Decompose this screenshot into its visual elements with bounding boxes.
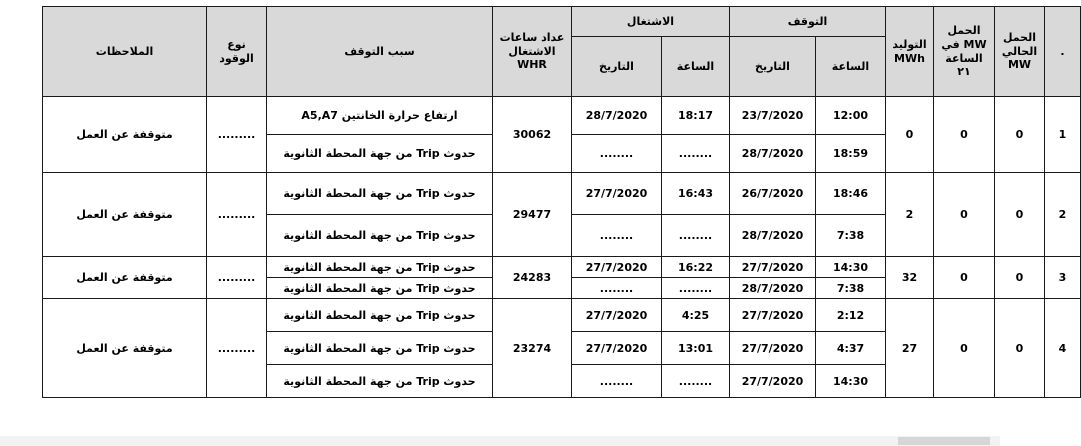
scrollbar-thumb[interactable] [898, 437, 990, 445]
cell-stop-reason: حدوث Trip من جهة المحطة الثانوية [267, 299, 493, 332]
cell-notes: متوقفة عن العمل [43, 257, 207, 299]
cell-run-date: ........ [572, 135, 662, 173]
table-row [43, 257, 1081, 278]
cell-run-hours: 30062 [493, 97, 572, 173]
cell-generation: 27 [886, 299, 934, 398]
unit-operations-table [42, 6, 1081, 398]
header-run-group: الاشتغال [572, 7, 730, 37]
cell-stop-reason: حدوث Trip من جهة المحطة الثانوية [267, 215, 493, 257]
cell-run-time: ........ [662, 278, 730, 299]
cell-stop-reason: حدوث Trip من جهة المحطة الثانوية [267, 257, 493, 278]
horizontal-scrollbar[interactable] [0, 436, 1000, 446]
cell-run-date: 28/7/2020 [572, 97, 662, 135]
cell-stop-reason: حدوث Trip من جهة المحطة الثانوية [267, 135, 493, 173]
cell-run-hours: 29477 [493, 173, 572, 257]
cell-load-at-21: 0 [934, 97, 995, 173]
cell-load-at-21: 0 [934, 299, 995, 398]
cell-stop-date: 27/7/2020 [730, 299, 816, 332]
table-row [43, 173, 1081, 215]
cell-stop-date: 28/7/2020 [730, 135, 816, 173]
cell-load-at-21: 0 [934, 173, 995, 257]
cell-stop-reason: ارتفاع حرارة الخانتين A5,A7 [267, 97, 493, 135]
cell-stop-date: 27/7/2020 [730, 332, 816, 365]
cell-run-hours: 24283 [493, 257, 572, 299]
cell-stop-time: 7:38 [816, 215, 886, 257]
cell-fuel-type: ......... [207, 173, 267, 257]
cell-fuel-type: ......... [207, 97, 267, 173]
header-stop-date: التاريخ [730, 37, 816, 97]
cell-stop-time: 14:30 [816, 257, 886, 278]
cell-load-at-21: 0 [934, 257, 995, 299]
cell-notes: متوقفة عن العمل [43, 97, 207, 173]
cell-stop-time: 2:12 [816, 299, 886, 332]
cell-run-time: 18:17 [662, 97, 730, 135]
cell-run-time: 13:01 [662, 332, 730, 365]
cell-run-time: ........ [662, 135, 730, 173]
cell-fuel-type: ......... [207, 299, 267, 398]
cell-stop-reason: حدوث Trip من جهة المحطة الثانوية [267, 278, 493, 299]
cell-generation: 0 [886, 97, 934, 173]
header-stop-time: الساعة [816, 37, 886, 97]
cell-index: 1 [1045, 97, 1081, 173]
header-generation: التوليد MWh [886, 7, 934, 97]
cell-stop-date: 28/7/2020 [730, 215, 816, 257]
cell-run-date: 27/7/2020 [572, 299, 662, 332]
cell-current-load: 0 [995, 173, 1045, 257]
cell-stop-time: 18:46 [816, 173, 886, 215]
cell-stop-date: 27/7/2020 [730, 257, 816, 278]
cell-run-date: ........ [572, 278, 662, 299]
cell-run-time: 4:25 [662, 299, 730, 332]
cell-run-time: ........ [662, 215, 730, 257]
cell-index: 4 [1045, 299, 1081, 398]
cell-run-time: ........ [662, 365, 730, 398]
cell-stop-time: 7:38 [816, 278, 886, 299]
cell-notes: متوقفة عن العمل [43, 299, 207, 398]
cell-current-load: 0 [995, 97, 1045, 173]
header-load-at-21: الحمل MW في الساعة ٢١ [934, 7, 995, 97]
cell-run-hours: 23274 [493, 299, 572, 398]
header-run-hours: عداد ساعات الاشتغال WHR [493, 7, 572, 97]
cell-stop-time: 4:37 [816, 332, 886, 365]
cell-stop-date: 26/7/2020 [730, 173, 816, 215]
cell-notes: متوقفة عن العمل [43, 173, 207, 257]
cell-index: 2 [1045, 173, 1081, 257]
cell-fuel-type: ......... [207, 257, 267, 299]
cell-generation: 32 [886, 257, 934, 299]
cell-stop-date: 28/7/2020 [730, 278, 816, 299]
table-row [43, 97, 1081, 135]
cell-run-date: 27/7/2020 [572, 257, 662, 278]
table-row [43, 299, 1081, 332]
cell-stop-time: 18:59 [816, 135, 886, 173]
cell-run-date: 27/7/2020 [572, 332, 662, 365]
cell-stop-reason: حدوث Trip من جهة المحطة الثانوية [267, 365, 493, 398]
cell-stop-time: 14:30 [816, 365, 886, 398]
header-run-time: الساعة [662, 37, 730, 97]
header-fuel-type: نوع الوقود [207, 7, 267, 97]
cell-stop-time: 12:00 [816, 97, 886, 135]
header-notes: الملاحظات [43, 7, 207, 97]
cell-current-load: 0 [995, 299, 1045, 398]
cell-run-time: 16:43 [662, 173, 730, 215]
cell-index: 3 [1045, 257, 1081, 299]
cell-stop-reason: حدوث Trip من جهة المحطة الثانوية [267, 332, 493, 365]
cell-stop-date: 27/7/2020 [730, 365, 816, 398]
header-stop-group: التوقف [730, 7, 886, 37]
header-run-date: التاريخ [572, 37, 662, 97]
cell-run-date: 27/7/2020 [572, 173, 662, 215]
cell-stop-date: 23/7/2020 [730, 97, 816, 135]
cell-generation: 2 [886, 173, 934, 257]
header-current-load: الحمل الحالي MW [995, 7, 1045, 97]
table-body [43, 97, 1081, 398]
header-index: . [1045, 7, 1081, 97]
cell-run-date: ........ [572, 215, 662, 257]
cell-run-time: 16:22 [662, 257, 730, 278]
cell-stop-reason: حدوث Trip من جهة المحطة الثانوية [267, 173, 493, 215]
table-header [43, 7, 1081, 97]
cell-run-date: ........ [572, 365, 662, 398]
cell-current-load: 0 [995, 257, 1045, 299]
header-stop-reason: سبب التوقف [267, 7, 493, 97]
